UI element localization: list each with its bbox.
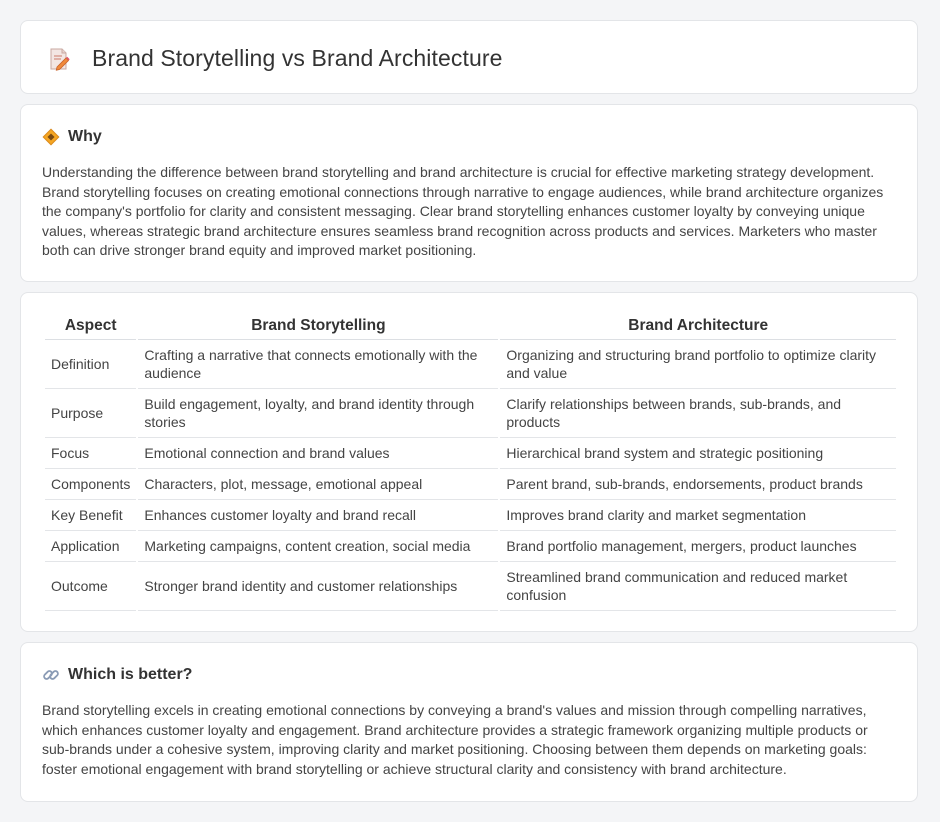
why-heading-row <box>42 127 102 147</box>
comparison-table <box>43 315 898 611</box>
page-title: Brand Storytelling vs Brand Architecture <box>92 45 503 71</box>
link-icon <box>42 666 60 684</box>
better-heading: Which is better? <box>68 666 193 683</box>
row-aspect: Application <box>45 531 136 562</box>
table-row <box>45 340 896 389</box>
column-header-architecture: Brand Architecture <box>500 315 896 340</box>
row-aspect: Key Benefit <box>45 500 136 531</box>
column-header-aspect: Aspect <box>45 315 136 340</box>
row-architecture: Clarify relationships between brands, sub-brands, and products <box>500 389 896 438</box>
row-architecture: Organizing and structuring brand portfolio to optimize clarity and value <box>500 340 896 389</box>
table-row <box>45 438 896 469</box>
header-card <box>20 20 918 94</box>
table-row <box>45 500 896 531</box>
row-aspect: Purpose <box>45 389 136 438</box>
row-aspect: Components <box>45 469 136 500</box>
which-better-section <box>20 642 918 802</box>
why-section <box>20 104 918 282</box>
why-heading: Why <box>68 128 102 145</box>
row-storytelling: Stronger brand identity and customer relationships <box>138 562 498 611</box>
row-architecture: Parent brand, sub-brands, endorsements, product brands <box>500 469 896 500</box>
row-architecture: Brand portfolio management, mergers, product launches <box>500 531 896 562</box>
column-header-storytelling: Brand Storytelling <box>138 315 498 340</box>
row-storytelling: Emotional connection and brand values <box>138 438 498 469</box>
row-storytelling: Enhances customer loyalty and brand recall <box>138 500 498 531</box>
table-row <box>45 562 896 611</box>
row-storytelling: Build engagement, loyalty, and brand identity through stories <box>138 389 498 438</box>
table-row <box>45 531 896 562</box>
comparison-section <box>20 292 918 632</box>
table-row <box>45 389 896 438</box>
table-row <box>45 469 896 500</box>
diamond-sign-icon <box>42 128 60 146</box>
why-text: Understanding the difference between brand storytelling and brand architecture is crucial for effective marketing strategy development. Brand storytelling focuses on creating emotional connections through narrative to engage audiences, while brand architecture organizes the company's portfolio for clarity and consistent messaging. Clear brand storytelling enhances customer loyalty by conveying unique values, whereas strategic brand architecture ensures seamless brand recognition across products and services. Marketers who master both can drive stronger brand equity and improved market positioning. <box>42 164 884 258</box>
row-storytelling: Characters, plot, message, emotional appeal <box>138 469 498 500</box>
row-aspect: Definition <box>45 340 136 389</box>
table-header-row <box>45 315 896 340</box>
row-aspect: Outcome <box>45 562 136 611</box>
better-text: Brand storytelling excels in creating emotional connections by conveying a brand's values and mission through compelling narratives, which enhances customer loyalty and engagement. Brand architecture provides a strategic framework organizing multiple products or sub-brands under a cohesive system, improving clarity and market positioning. Choosing between them depends on marketing goals: foster emotional engagement with brand storytelling or achieve structural clarity and consistency with brand architecture. <box>42 702 868 777</box>
document-pencil-icon <box>48 47 70 71</box>
better-heading-row <box>42 665 192 685</box>
row-architecture: Improves brand clarity and market segmentation <box>500 500 896 531</box>
row-storytelling: Crafting a narrative that connects emotionally with the audience <box>138 340 498 389</box>
row-architecture: Hierarchical brand system and strategic positioning <box>500 438 896 469</box>
row-architecture: Streamlined brand communication and reduced market confusion <box>500 562 896 611</box>
row-storytelling: Marketing campaigns, content creation, social media <box>138 531 498 562</box>
row-aspect: Focus <box>45 438 136 469</box>
